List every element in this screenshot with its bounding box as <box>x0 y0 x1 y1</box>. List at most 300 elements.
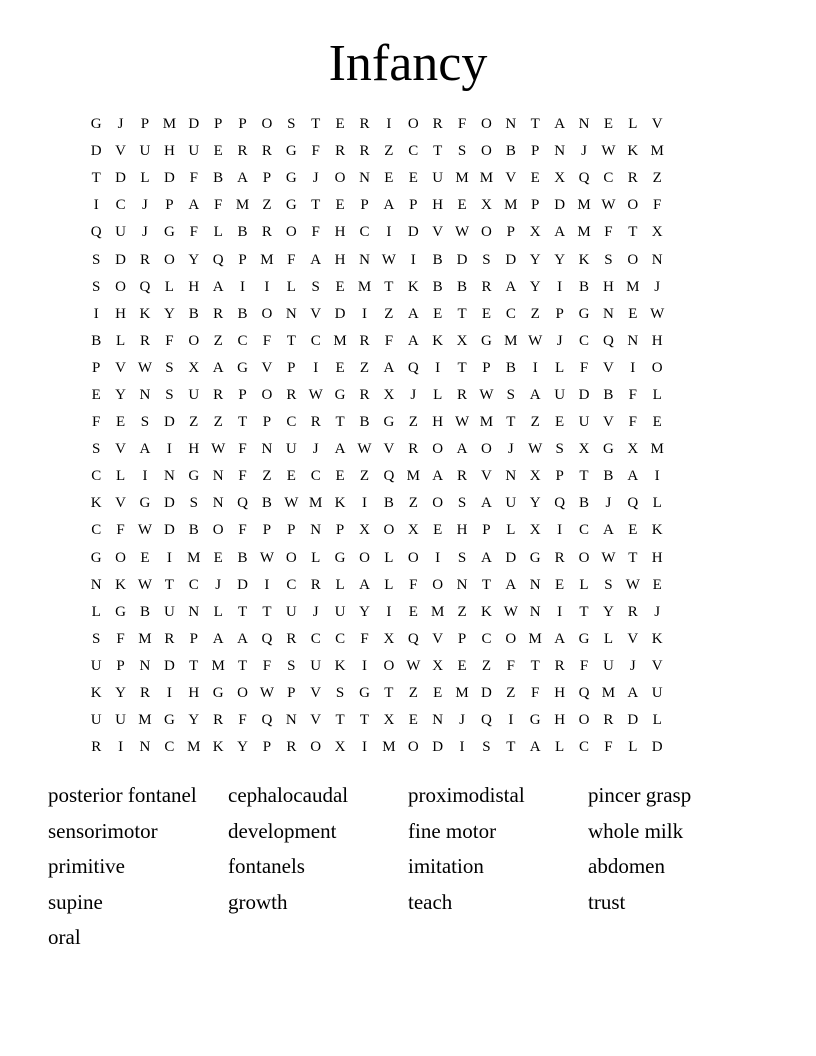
grid-letter: T <box>262 603 272 620</box>
grid-letter: C <box>408 143 419 160</box>
grid-letter: I <box>508 712 514 729</box>
grid-letter: T <box>530 116 540 133</box>
grid-letter: S <box>189 495 198 512</box>
grid-letter: P <box>335 522 345 539</box>
grid-letter: K <box>90 495 102 512</box>
grid-letter: E <box>433 305 443 322</box>
grid-letter: Z <box>457 603 467 620</box>
grid-letter: P <box>555 305 564 322</box>
grid-letter: E <box>481 305 492 322</box>
grid-letter: B <box>261 495 272 512</box>
grid-letter: H <box>432 414 444 431</box>
grid-letter: F <box>604 739 613 756</box>
grid-letter: P <box>287 522 296 539</box>
grid-letter: O <box>407 549 419 566</box>
grid-letter: C <box>579 739 590 756</box>
grid-letter: Y <box>529 278 541 295</box>
grid-letter: U <box>602 657 614 674</box>
grid-letter: C <box>310 468 321 485</box>
grid-letter: J <box>581 143 587 160</box>
grid-letter: R <box>91 739 102 756</box>
grid-letter: T <box>506 739 516 756</box>
grid-letter: O <box>407 739 419 756</box>
grid-letter: F <box>262 657 272 674</box>
grid-letter: D <box>578 386 590 403</box>
grid-letter: N <box>359 251 370 268</box>
grid-letter: R <box>627 603 638 620</box>
grid-letter: V <box>481 468 492 485</box>
grid-letter: U <box>90 657 102 674</box>
grid-letter: N <box>261 441 273 458</box>
grid-letter: R <box>335 143 346 160</box>
grid-letter: B <box>603 468 614 485</box>
grid-letter: L <box>603 630 613 647</box>
grid-letter: L <box>213 603 223 620</box>
grid-letter: U <box>432 170 444 187</box>
grid-letter: C <box>286 576 297 593</box>
grid-letter: Z <box>384 143 394 160</box>
grid-letter: W <box>137 576 153 593</box>
letter-grid <box>84 111 732 761</box>
grid-letter: T <box>286 332 296 349</box>
grid-letter: R <box>457 468 468 485</box>
grid-letter: M <box>333 332 347 349</box>
grid-letter: O <box>481 143 492 160</box>
grid-letter: O <box>310 739 322 756</box>
grid-letter: Z <box>213 332 223 349</box>
grid-letter: I <box>361 657 367 674</box>
grid-letter: N <box>139 657 151 674</box>
grid-row <box>84 219 732 246</box>
grid-letter: H <box>334 251 346 268</box>
grid-letter: E <box>603 116 613 133</box>
grid-letter: H <box>163 143 175 160</box>
grid-letter: K <box>115 576 126 593</box>
grid-letter: W <box>528 332 543 349</box>
grid-letter: Y <box>163 305 175 322</box>
grid-letter: G <box>602 441 614 458</box>
grid-letter: N <box>139 739 151 756</box>
grid-letter: O <box>285 224 297 241</box>
grid-letter: R <box>286 386 297 403</box>
grid-letter: K <box>407 278 419 295</box>
grid-letter: A <box>407 305 419 322</box>
word-bank-item: supine <box>48 889 103 914</box>
grid-letter: I <box>361 305 367 322</box>
grid-letter: I <box>386 116 392 133</box>
grid-letter: C <box>237 332 248 349</box>
grid-letter: N <box>505 116 517 133</box>
grid-letter: E <box>628 305 638 322</box>
grid-letter: A <box>334 441 346 458</box>
grid-letter: P <box>238 251 247 268</box>
grid-letter: I <box>264 576 270 593</box>
grid-letter: M <box>479 170 494 187</box>
grid-letter: U <box>310 657 322 674</box>
grid-letter: I <box>410 251 416 268</box>
grid-letter: E <box>116 414 126 431</box>
grid-letter: G <box>481 332 492 349</box>
grid-letter: Q <box>578 170 590 187</box>
grid-letter: I <box>386 603 392 620</box>
grid-letter: D <box>481 685 492 702</box>
word-bank-item: posterior fontanel <box>48 783 197 807</box>
grid-letter: N <box>310 522 322 539</box>
word-bank-item: fontanels <box>228 854 305 878</box>
grid-letter: F <box>189 224 198 241</box>
grid-letter: R <box>286 630 297 647</box>
grid-letter: P <box>287 359 296 376</box>
grid-letter: M <box>577 224 591 241</box>
grid-letter: B <box>505 143 516 160</box>
grid-letter: E <box>384 170 394 187</box>
grid-letter: E <box>91 386 101 403</box>
grid-letter: U <box>554 386 566 403</box>
grid-letter: L <box>506 522 516 539</box>
grid-letter: J <box>629 657 636 674</box>
grid-letter: M <box>138 712 152 729</box>
grid-letter: E <box>555 576 565 593</box>
grid-letter: M <box>528 630 542 647</box>
grid-letter: B <box>213 170 224 187</box>
grid-letter: A <box>456 441 468 458</box>
grid-letter: H <box>554 685 566 702</box>
grid-letter: F <box>189 170 198 187</box>
grid-letter: D <box>651 739 663 756</box>
grid-letter: T <box>359 712 370 729</box>
grid-letter: G <box>285 197 297 214</box>
grid-letter: I <box>386 224 392 241</box>
grid-letter: C <box>310 630 321 647</box>
grid-letter: N <box>505 468 517 485</box>
grid-letter: F <box>628 414 637 431</box>
grid-letter: V <box>432 630 444 647</box>
grid-letter: W <box>601 143 616 160</box>
grid-letter: U <box>578 414 590 431</box>
grid-letter: T <box>237 603 248 620</box>
grid-row <box>84 545 732 572</box>
grid-letter: Q <box>212 251 224 268</box>
grid-letter: F <box>457 116 467 133</box>
grid-letter: L <box>164 278 174 295</box>
grid-letter: B <box>237 224 248 241</box>
grid-letter: F <box>604 224 613 241</box>
grid-letter: U <box>115 712 126 729</box>
grid-letter: H <box>456 522 468 539</box>
grid-letter: L <box>311 549 321 566</box>
grid-letter: N <box>212 468 224 485</box>
grid-letter: D <box>163 495 175 512</box>
grid-letter: V <box>651 116 663 133</box>
grid-letter: P <box>189 630 198 647</box>
grid-letter: K <box>651 522 663 539</box>
grid-letter: Y <box>359 603 370 620</box>
grid-letter: R <box>286 739 297 756</box>
grid-letter: G <box>334 549 346 566</box>
grid-letter: E <box>408 603 418 620</box>
word-bank-item: teach <box>408 889 453 914</box>
grid-letter: F <box>579 359 589 376</box>
grid-letter: R <box>139 685 150 702</box>
grid-letter: M <box>382 739 396 756</box>
grid-row <box>84 165 732 192</box>
grid-letter: F <box>506 657 515 674</box>
grid-letter: C <box>505 305 516 322</box>
grid-letter: I <box>166 441 172 458</box>
grid-letter: C <box>579 522 590 539</box>
grid-letter: R <box>310 576 321 593</box>
grid-letter: W <box>454 224 470 241</box>
grid-letter: J <box>312 603 319 620</box>
grid-row <box>84 599 732 626</box>
grid-letter: Y <box>529 251 541 268</box>
grid-row <box>84 409 732 436</box>
grid-letter: E <box>408 170 418 187</box>
grid-letter: L <box>652 495 662 512</box>
grid-letter: D <box>163 170 175 187</box>
grid-letter: H <box>554 712 566 729</box>
grid-letter: E <box>335 278 345 295</box>
grid-letter: O <box>505 630 517 647</box>
grid-letter: T <box>579 603 589 620</box>
grid-row <box>84 572 732 599</box>
grid-letter: H <box>651 332 663 349</box>
grid-letter: O <box>627 251 639 268</box>
grid-letter: V <box>115 359 126 376</box>
grid-letter: E <box>457 197 467 214</box>
grid-letter: T <box>335 712 345 729</box>
grid-letter: Q <box>481 712 492 729</box>
grid-letter: F <box>116 630 125 647</box>
grid-letter: R <box>213 305 224 322</box>
grid-row <box>84 680 732 707</box>
grid-letter: A <box>359 576 370 593</box>
grid-letter: A <box>432 468 444 485</box>
grid-letter: D <box>115 170 126 187</box>
grid-letter: N <box>285 712 297 729</box>
grid-letter: C <box>188 576 199 593</box>
grid-letter: R <box>164 630 175 647</box>
grid-letter: D <box>163 657 175 674</box>
grid-letter: G <box>285 170 297 187</box>
grid-letter: E <box>628 522 638 539</box>
grid-letter: R <box>213 386 224 403</box>
grid-letter: X <box>188 359 200 376</box>
grid-letter: G <box>578 305 590 322</box>
grid-letter: P <box>555 468 564 485</box>
grid-letter: Y <box>237 739 248 756</box>
grid-letter: O <box>188 332 200 349</box>
grid-letter: D <box>505 251 517 268</box>
grid-letter: B <box>91 332 102 349</box>
grid-letter: L <box>384 576 394 593</box>
grid-letter: S <box>165 359 174 376</box>
grid-letter: Z <box>359 359 370 376</box>
grid-letter: E <box>433 685 443 702</box>
grid-letter: S <box>604 251 613 268</box>
grid-letter: A <box>407 332 419 349</box>
grid-row <box>84 111 732 138</box>
grid-letter: D <box>163 522 175 539</box>
grid-letter: M <box>260 251 274 268</box>
grid-letter: Z <box>481 657 492 674</box>
grid-letter: U <box>651 685 663 702</box>
grid-letter: R <box>457 386 468 403</box>
grid-letter: R <box>213 712 224 729</box>
grid-letter: O <box>578 712 590 729</box>
grid-letter: S <box>287 657 296 674</box>
grid-letter: G <box>163 224 175 241</box>
grid-letter: W <box>454 414 470 431</box>
grid-letter: K <box>334 495 346 512</box>
grid-letter: E <box>555 414 565 431</box>
grid-letter: X <box>407 522 419 539</box>
grid-letter: A <box>383 197 395 214</box>
grid-letter: T <box>457 305 467 322</box>
grid-letter: P <box>238 386 247 403</box>
grid-letter: C <box>310 332 321 349</box>
grid-letter: D <box>627 712 639 729</box>
grid-letter: W <box>357 441 372 458</box>
grid-letter: N <box>359 170 370 187</box>
grid-row <box>84 734 732 761</box>
grid-letter: D <box>407 224 419 241</box>
grid-letter: R <box>139 332 150 349</box>
grid-letter: X <box>383 630 395 647</box>
grid-letter: N <box>285 305 297 322</box>
grid-letter: L <box>555 739 565 756</box>
grid-letter: W <box>625 576 640 593</box>
grid-letter: N <box>578 116 590 133</box>
grid-letter: M <box>504 332 518 349</box>
grid-letter: N <box>139 386 151 403</box>
grid-letter: N <box>188 603 200 620</box>
grid-letter: L <box>555 359 565 376</box>
grid-letter: W <box>479 386 494 403</box>
grid-letter: G <box>285 143 297 160</box>
grid-letter: S <box>92 251 101 268</box>
grid-letter: Q <box>237 495 248 512</box>
grid-letter: J <box>312 170 319 187</box>
grid-letter: O <box>163 251 175 268</box>
grid-letter: G <box>334 386 346 403</box>
grid-letter: W <box>601 549 616 566</box>
grid-letter: A <box>627 685 639 702</box>
grid-letter: A <box>139 441 151 458</box>
grid-letter: J <box>117 116 124 133</box>
grid-letter: M <box>235 197 250 214</box>
grid-letter: F <box>311 224 320 241</box>
grid-letter: Y <box>115 386 126 403</box>
grid-letter: J <box>654 603 661 620</box>
grid-row <box>84 463 732 490</box>
grid-letter: M <box>138 630 152 647</box>
grid-letter: T <box>628 224 638 241</box>
grid-letter: F <box>409 576 418 593</box>
grid-letter: R <box>603 712 614 729</box>
grid-letter: T <box>628 549 638 566</box>
grid-letter: H <box>651 549 663 566</box>
grid-letter: O <box>578 549 590 566</box>
grid-letter: S <box>165 386 174 403</box>
grid-letter: A <box>212 359 224 376</box>
grid-letter: A <box>383 359 395 376</box>
word-bank-item: development <box>228 818 337 843</box>
grid-letter: E <box>335 359 345 376</box>
word-bank-item: fine motor <box>408 818 497 843</box>
grid-letter: T <box>384 278 394 295</box>
word-bank-item: cephalocaudal <box>228 783 349 807</box>
grid-letter: H <box>188 685 200 702</box>
grid-letter: H <box>432 197 444 214</box>
grid-letter: S <box>311 278 320 295</box>
grid-letter: G <box>188 468 200 485</box>
grid-letter: R <box>481 278 492 295</box>
grid-letter: E <box>408 712 418 729</box>
grid-letter: G <box>383 414 395 431</box>
grid-letter: S <box>555 441 564 458</box>
grid-letter: Z <box>530 305 540 322</box>
grid-letter: L <box>628 116 638 133</box>
grid-letter: X <box>383 386 395 403</box>
grid-letter: U <box>188 386 200 403</box>
grid-letter: L <box>286 278 296 295</box>
grid-letter: E <box>530 170 540 187</box>
grid-letter: Q <box>578 685 590 702</box>
grid-letter: C <box>164 739 175 756</box>
grid-letter: W <box>211 441 226 458</box>
grid-letter: T <box>311 116 321 133</box>
grid-letter: K <box>481 603 492 620</box>
grid-letter: I <box>361 739 367 756</box>
grid-letter: S <box>92 630 101 647</box>
grid-letter: X <box>529 468 541 485</box>
grid-letter: I <box>93 305 99 322</box>
grid-letter: O <box>115 278 126 295</box>
grid-letter: D <box>163 414 175 431</box>
word-bank-item: primitive <box>48 854 125 878</box>
grid-letter: R <box>359 386 370 403</box>
grid-letter: E <box>652 414 662 431</box>
grid-letter: V <box>651 657 663 674</box>
grid-letter: D <box>334 305 346 322</box>
grid-row <box>84 301 732 328</box>
grid-letter: I <box>166 685 172 702</box>
grid-letter: X <box>529 224 541 241</box>
grid-letter: E <box>335 116 345 133</box>
grid-letter: M <box>406 468 420 485</box>
grid-letter: C <box>481 630 492 647</box>
grid-letter: S <box>457 495 467 512</box>
grid-letter: Z <box>506 685 516 702</box>
grid-letter: L <box>433 386 443 403</box>
grid-letter: O <box>627 197 639 214</box>
grid-letter: M <box>650 441 664 458</box>
grid-letter: C <box>335 630 346 647</box>
grid-letter: M <box>479 414 494 431</box>
grid-letter: V <box>602 359 614 376</box>
grid-letter: V <box>310 712 322 729</box>
grid-letter: M <box>650 143 664 160</box>
grid-letter: B <box>432 278 443 295</box>
grid-letter: S <box>457 549 467 566</box>
grid-letter: A <box>529 739 541 756</box>
grid-letter: X <box>456 332 468 349</box>
grid-letter: I <box>166 549 172 566</box>
grid-letter: X <box>334 739 346 756</box>
grid-letter: J <box>215 576 222 593</box>
grid-letter: X <box>481 197 492 214</box>
